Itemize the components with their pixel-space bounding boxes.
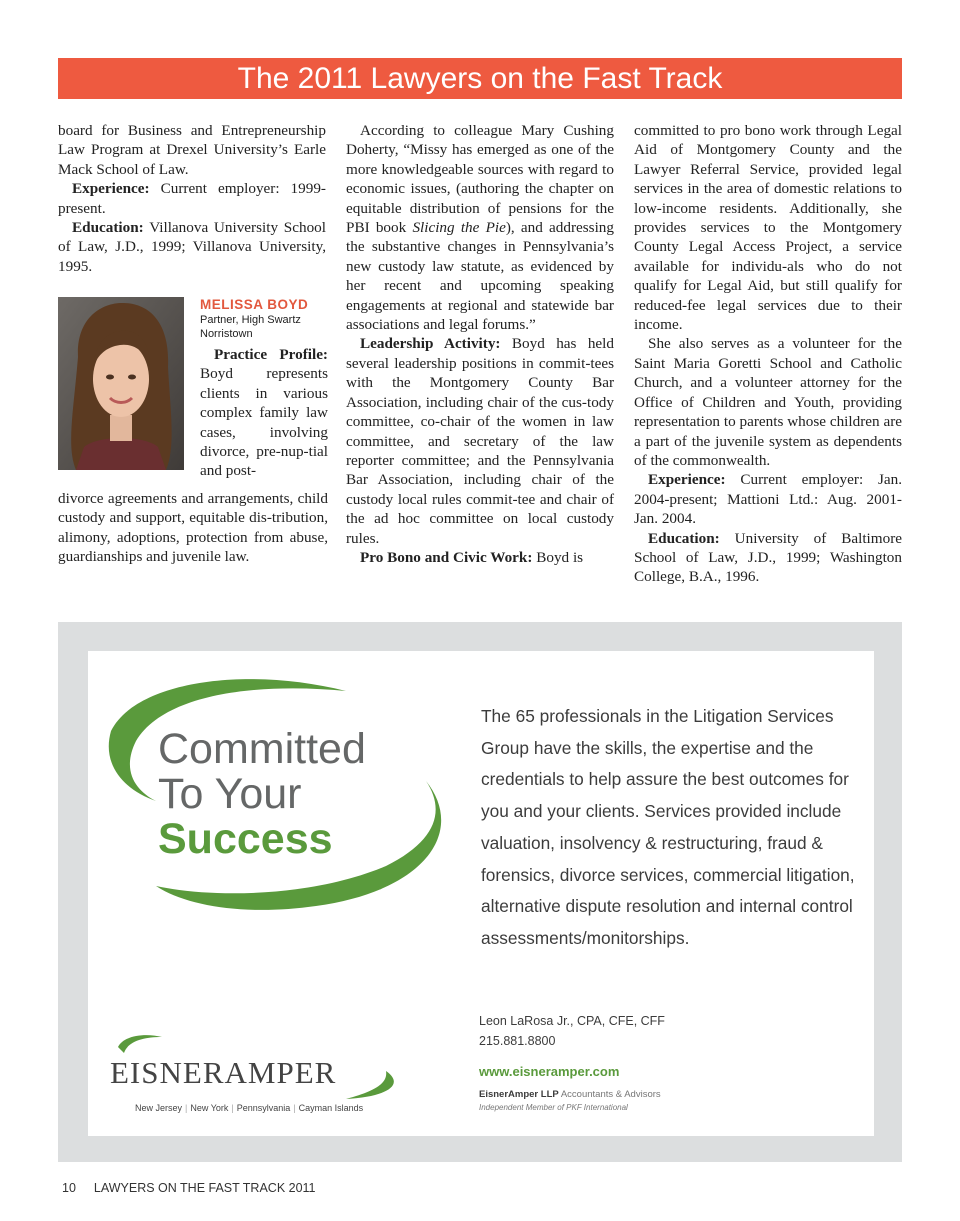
profile-photo: [58, 297, 184, 470]
practice-profile-continued-text: divorce agreements and arrangements, child custody and support, equitable dis-tribution, alimony, adoptions, protection from abuse, guardianships and juvenile law.: [58, 490, 328, 566]
advertisement-panel: [88, 651, 874, 1136]
leadership-label: Leadership Activity:: [360, 335, 501, 353]
column-2: [346, 121, 614, 567]
ad-member-line: Independent Member of PKF International: [479, 1103, 628, 1112]
col2-pro-bono: [346, 548, 614, 567]
region-item: Cayman Islands: [298, 1103, 364, 1113]
column-1: [58, 121, 326, 276]
col3-experience: [634, 470, 902, 528]
practice-profile-paragraph: [200, 345, 328, 481]
col3-paragraph-1: committed to pro bono work through Legal Aid of Montgomery County and the Lawyer Referral Service, provided legal services in the area of domestic relations to low-income residents. Additionally, she provides services to the Montgomery County Legal Access Project, a service available for individu-als who do not qualify for Legal Aid, but still qualify for reduced-fee legal services due to their income.: [634, 122, 902, 334]
eisneramper-logo-text: EISNERAMPER: [110, 1055, 337, 1090]
firm-name: EisnerAmper LLP: [479, 1089, 559, 1100]
experience-label: Experience:: [72, 180, 150, 198]
col2-leadership: [346, 334, 614, 547]
education-label: Education:: [72, 219, 144, 237]
practice-profile-text: Boyd represents clients in various complex family law cases, involving divorce, pre-nup-tial and post-: [200, 365, 328, 480]
education-text: Villanova University School of Law, J.D., 1999; Villanova University, 1995.: [58, 219, 326, 275]
portrait-image: [58, 297, 184, 470]
region-item: Pennsylvania: [236, 1103, 291, 1113]
region-item: New Jersey: [135, 1103, 183, 1113]
ad-firm-line: [479, 1089, 661, 1100]
page-number: 10: [62, 1181, 76, 1195]
education-label: Education:: [648, 529, 720, 547]
practice-profile-wrap: [200, 345, 328, 481]
col1-experience: [58, 179, 326, 218]
footer-label: LAWYERS ON THE FAST TRACK 2011: [93, 1181, 316, 1195]
column-3: [634, 121, 902, 587]
col3-paragraph-2: She also serves as a volunteer for the Saint Maria Goretti School and Catholic Church, and a volunteer attorney for the Office of Children and Youth, providing representation to parents whose children are a part of the juvenile system as dependents of the commonwealth.: [634, 335, 902, 469]
pro-bono-text: Boyd is: [532, 548, 584, 566]
ad-headline-committed: Committed: [158, 725, 366, 773]
advertisement: [58, 622, 902, 1162]
pro-bono-label: Pro Bono and Civic Work:: [360, 548, 533, 566]
experience-text: Current employer: 1999-present.: [58, 180, 326, 217]
ad-body-copy: The 65 professionals in the Litigation Services Group have the skills, the expertise and the credentials to help assure the best outcomes for you and your clients. Services provided include valuation, insolvency & restructuring, fraud & forensics, divorce services, commercial litigation, alternative dispute resolution and internal control assessments/monitorships.: [481, 706, 855, 948]
practice-profile-continued: [58, 489, 328, 567]
practice-profile-label: Practice Profile:: [214, 346, 328, 363]
experience-label: Experience:: [648, 471, 726, 489]
page-footer: [62, 1181, 316, 1195]
ad-regions: New Jersey | New York | Pennsylvania | Cayman Islands: [135, 1103, 364, 1113]
col3-education: [634, 529, 902, 587]
page-banner: The 2011 Lawyers on the Fast Track: [58, 58, 902, 99]
col2-quote-paragraph: [346, 121, 614, 334]
quote-text-a: According to colleague Mary Cushing Doherty, “Missy has emerged as one of the more knowledgeable sources with regard to economic issues, (authoring the chapter on equitable distribution of pensions for the PBI book: [346, 122, 614, 237]
profile-location: Norristown: [200, 328, 253, 340]
education-text: University of Baltimore School of Law, J.D., 1999; Washington College, B.A., 1996.: [634, 529, 902, 586]
ad-headline-to-your: To Your: [158, 770, 302, 818]
profile-title: Partner, High Swartz: [200, 314, 301, 326]
profile-heading: [200, 297, 330, 341]
ad-contact: [479, 1011, 665, 1051]
col1-paragraph: board for Business and Entrepreneurship Law Program at Drexel University’s Earle Mack School of Law.: [58, 122, 326, 178]
experience-text: Current employer: Jan. 2004-present; Mattioni Ltd.: Aug. 2001-Jan. 2004.: [634, 471, 902, 528]
region-item: New York: [190, 1103, 229, 1113]
leadership-text: Boyd has held several leadership positions in commit-tees with the Montgomery County Bar Association, including chair of the cus-tody committee, co-chair of the women in law committee, and secretary of the law reporter committee; and the Pennsylvania Bar Association, including chair of the custody local rules commit-tee and chair of the ad hoc committee on local custody rules.: [346, 335, 614, 547]
contact-name: Leon LaRosa Jr., CPA, CFE, CFF: [479, 1014, 665, 1028]
col1-education: [58, 218, 326, 276]
contact-phone: 215.881.8800: [479, 1034, 556, 1048]
quote-text-b: ), and addressing the substantive changes in Pennsylvania’s new custody law statute, as evidenced by her recent and upcoming speaking engagements at regional and statewide bar associations and legal forums.”: [346, 219, 614, 334]
profile-name: MELISSA BOYD: [200, 297, 309, 312]
firm-descriptor: Accountants & Advisors: [558, 1089, 661, 1100]
ad-headline-success: Success: [158, 815, 333, 863]
ad-website-link[interactable]: www.eisneramper.com: [479, 1064, 620, 1079]
book-title: Slicing the Pie: [412, 219, 506, 237]
